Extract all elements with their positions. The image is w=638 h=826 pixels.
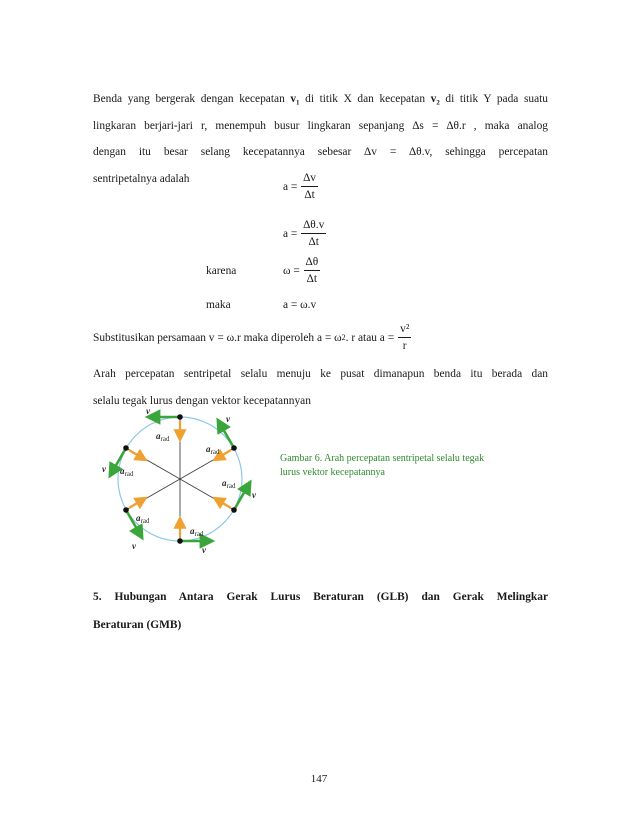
section-heading-line-2: Beraturan (GMB) — [93, 619, 182, 631]
centripetal-figure — [90, 406, 280, 556]
maka-label: maka — [206, 299, 231, 311]
equation-omega: ω = $\frac{\Delta\theta}{\Delta t}$ — [283, 256, 319, 285]
paragraph-direction-line-1: Arah percepatan sentripetal selalu menuju ke pusat dimanapun benda itu berada dan — [93, 368, 548, 380]
paragraph-intro — [93, 86, 548, 192]
svg-text:arad: $a_{rad}$ — [120, 466, 134, 478]
svg-text:v: v — [202, 545, 206, 555]
fraction-dtheta-dt: $\frac{\Delta\theta}{\Delta t}$ — [305, 256, 319, 285]
svg-text:v: v — [252, 490, 256, 500]
svg-text:arad: $a_{rad}$ — [190, 526, 204, 538]
svg-text:v: v — [146, 406, 150, 416]
fraction-dv-dt: $\frac{\Delta v}{\Delta t}$ — [303, 172, 316, 201]
svg-text:arad: $a_{rad}$ — [206, 444, 220, 456]
substitution-line: Substitusikan persamaan v = ω.r maka diperoleh a = ω 2 . r atau a = $\frac{\text{v²}}{r}$ — [93, 323, 410, 352]
svg-text:arad: $a_{rad}$ — [156, 431, 170, 443]
karena-label: karena — [206, 265, 237, 277]
figure-caption: Gambar 6. Arah percepatan sentripetal selalu tegak lurus vektor kecepatannya — [280, 453, 485, 478]
svg-text:v: v — [102, 464, 106, 474]
paragraph-intro-line-2: lingkaran berjari-jari r, menempuh busur lingkaran sepanjang ∆s = ∆θ.r , maka analog — [93, 119, 548, 132]
page-number: 147 — [310, 773, 328, 785]
paragraph-intro-line-3: dengan itu besar selang kecepatannya sebesar ∆v = ∆θ.v, sehingga percepatan — [93, 146, 548, 158]
svg-text:v: v — [132, 541, 136, 551]
acceleration-labels — [120, 431, 236, 538]
section-heading-line-1: 5. Hubungan Antara Gerak Lurus Beraturan (GLB) dan Gerak Melingkar — [93, 591, 548, 603]
svg-text:v: v — [226, 414, 230, 424]
section-heading — [93, 583, 548, 639]
svg-text:arad: $a_{rad}$ — [136, 513, 150, 525]
fraction-v2-r: $\frac{\text{v²}}{r}$ — [400, 323, 410, 352]
equation-a-dv-dt: a = $\frac{\Delta v}{\Delta t}$ — [283, 172, 316, 201]
equation-a-dtheta-v-dt: a = $\frac{\Delta\theta.v}{\Delta t}$ — [283, 219, 325, 248]
paragraph-intro-line-4: sentripetalnya adalah — [93, 172, 190, 185]
paragraph-intro-line-1: Benda yang bergerak dengan kecepatan v₁ di titik X dan kecepatan v₂ di titik Y pada suatu — [93, 93, 548, 105]
fraction-dtheta-v-dt: $\frac{\Delta\theta.v}{\Delta t}$ — [303, 219, 325, 248]
svg-text:arad: $a_{rad}$ — [222, 478, 236, 490]
paragraph-direction-line-2: selalu tegak lurus dengan vektor kecepatannyan — [93, 394, 311, 407]
equation-a-omega-v: a = ω.v — [283, 299, 317, 311]
